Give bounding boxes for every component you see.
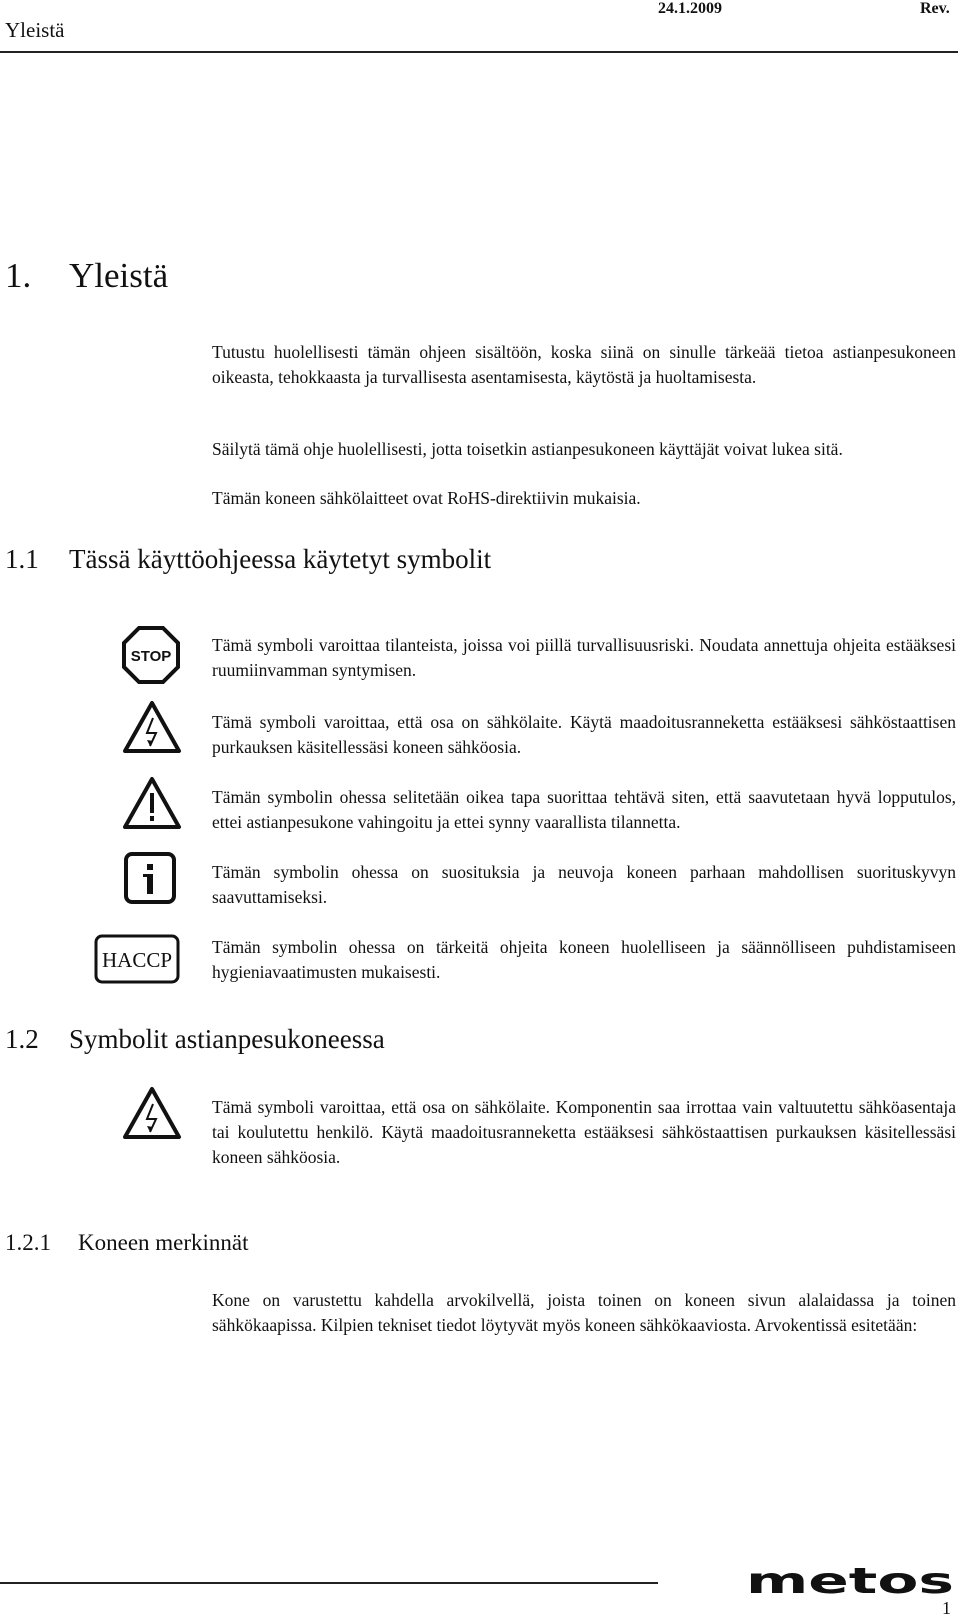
haccp-icon (94, 934, 180, 989)
subsection-title: Koneen merkinnät (78, 1230, 249, 1255)
section-number: 1.2 (5, 1024, 39, 1054)
symbol-description-warning: Tämän symbolin ohessa selitetään oikea tapa suorittaa tehtävä siten, että saavutetaan hyvä lopputulos, ettei astianpesukone vahingoitu ja ettei synny vaarallista tilannetta. (212, 787, 956, 832)
intro-paragraph-2: Säilytä tämä ohje huolellisesti, jotta toisetkin astianpesukoneen käyttäjät voivat lukea sitä. (212, 439, 843, 459)
symbol-description-machine-electrical: Tämä symboli varoittaa, että osa on sähkölaite. Komponentin saa irrottaa vain valtuutettu sähköasentaja tai koulutettu henkilö. Käytä maadoitusranneketta estääksesi sähköstaattisen purkauksen käsitellessäsi koneen sähköosia. (212, 1097, 956, 1167)
chapter-number: 1. (5, 256, 32, 295)
warning-icon (122, 776, 182, 835)
haccp-text: HACCP (101, 948, 173, 972)
chapter-title: Yleistä (69, 256, 169, 295)
header-rule (0, 51, 958, 53)
info-icon (124, 852, 176, 909)
subsection-number: 1.2.1 (5, 1230, 51, 1255)
footer-rule (0, 1582, 658, 1584)
intro-paragraph-1: Tutustu huolellisesti tämän ohjeen sisältöön, koska siinä on sinulle tärkeää tietoa astianpesukoneen oikeasta, tehokkaasta ja turvallisesta asentamisesta, käytöstä ja huoltamisesta. (212, 342, 956, 387)
symbol-description-info: Tämän symbolin ohessa on suosituksia ja neuvoja koneen parhaan mahdollisen suorituskyvyn saavuttamiseksi. (212, 862, 956, 907)
subsection-heading-1-2-1 (5, 1230, 249, 1256)
section-heading-1-2 (5, 1024, 385, 1055)
symbol-description-stop: Tämä symboli varoittaa tilanteista, joissa voi piillä turvallisuusriski. Noudata annettuja ohjeita estääksesi ruumiinvamman syntymisen. (212, 635, 956, 680)
symbol-description-electrical: Tämä symboli varoittaa, että osa on sähkölaite. Käytä maadoitusranneketta estääksesi sähköstaattisen purkauksen käsitellessäsi koneen sähköosia. (212, 712, 956, 757)
section-title: Tässä käyttöohjeessa käytetyt symbolit (69, 544, 492, 574)
symbol-description-haccp: Tämän symbolin ohessa on tärkeitä ohjeita koneen huolelliseen ja säännölliseen puhdistamiseen hygieniavaatimusten mukaisesti. (212, 937, 956, 982)
stop-sign-text: STOP (130, 648, 172, 665)
page-number: 1 (942, 1598, 951, 1618)
metos-logo-text: metos (746, 1567, 954, 1597)
intro-paragraph-3: Tämän koneen sähkölaitteet ovat RoHS-direktiivin mukaisia. (212, 488, 641, 508)
machine-markings-paragraph: Kone on varustettu kahdella arvokilvellä, joista toinen on koneen sivun alalaidassa ja toinen sähkökaapissa. Kilpien tekniset tiedot löytyvät myös koneen sähkökaaviosta. Arvokentissä esitetään: (212, 1290, 956, 1335)
section-title: Symbolit astianpesukoneessa (69, 1024, 385, 1054)
running-header-rev: Rev. (920, 0, 950, 17)
running-header-section: Yleistä (5, 18, 65, 42)
electrical-hazard-icon (122, 1086, 182, 1145)
running-header-date: 24.1.2009 (658, 0, 722, 17)
metos-logo (746, 1567, 956, 1602)
section-heading-1-1 (5, 544, 491, 575)
chapter-heading (5, 256, 168, 296)
electrical-hazard-icon (122, 700, 182, 759)
section-number: 1.1 (5, 544, 39, 574)
stop-sign-icon (122, 626, 180, 689)
